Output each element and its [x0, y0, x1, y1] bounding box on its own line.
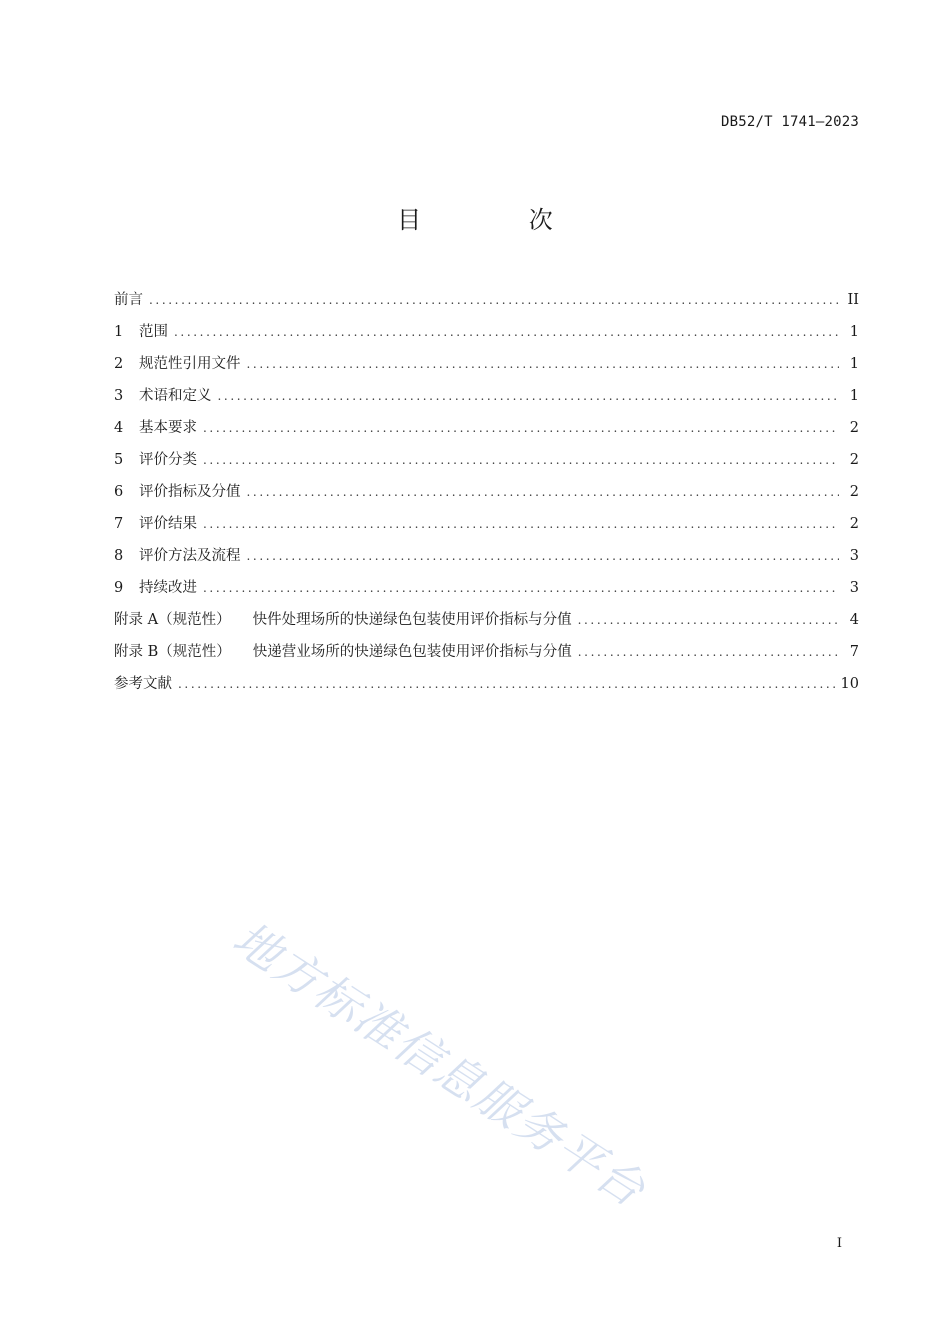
toc-leader-dots	[578, 604, 839, 636]
toc-appendix-prefix: 附录 A（规范性）	[114, 612, 231, 628]
toc-entry-8[interactable]	[114, 540, 859, 572]
toc-entry-page: 2	[849, 452, 859, 468]
toc-leader-dots	[203, 572, 839, 604]
toc-entry-label: 评价指标及分值	[139, 484, 241, 500]
toc-entry-page: 2	[849, 516, 859, 532]
toc-entry-1[interactable]	[114, 316, 859, 348]
toc-entry-label: 范围	[139, 324, 168, 340]
toc-entry-3[interactable]	[114, 380, 859, 412]
toc-entry-label: 快递营业场所的快递绿色包装使用评价指标与分值	[252, 644, 572, 660]
toc-leader-dots	[149, 284, 839, 316]
toc-leader-dots	[178, 668, 837, 700]
toc-entry-appendix-a[interactable]	[114, 604, 859, 636]
watermark: 地方标准信息服务平台	[223, 910, 656, 1218]
toc-leader-dots	[174, 316, 839, 348]
toc-entry-number: 9	[114, 580, 124, 596]
toc-entry-label: 前言	[114, 292, 143, 308]
toc-entry-label: 术语和定义	[139, 388, 212, 404]
toc-entry-label: 评价方法及流程	[139, 548, 241, 564]
toc-leader-dots	[203, 412, 839, 444]
toc-entry-page: 2	[849, 420, 859, 436]
toc-entry-page: 10	[840, 676, 859, 692]
toc-entry-label: 规范性引用文件	[139, 356, 241, 372]
toc-entry-page: 1	[849, 324, 859, 340]
toc-entry-number: 8	[114, 548, 124, 564]
toc-entry-label: 评价分类	[139, 452, 197, 468]
toc-entry-number: 6	[114, 484, 124, 500]
toc-entry-page: II	[847, 292, 859, 308]
toc-entry-number: 3	[114, 388, 124, 404]
toc-leader-dots	[247, 348, 840, 380]
toc-entry-appendix-b[interactable]	[114, 636, 859, 668]
toc-entry-references[interactable]	[114, 668, 859, 700]
toc-leader-dots	[247, 540, 840, 572]
toc-entry-9[interactable]	[114, 572, 859, 604]
toc-leader-dots	[203, 508, 839, 540]
toc-entry-2[interactable]	[114, 348, 859, 380]
toc-entry-7[interactable]	[114, 508, 859, 540]
toc-entry-label: 持续改进	[139, 580, 197, 596]
table-of-contents	[114, 284, 859, 700]
toc-entry-number: 2	[114, 356, 124, 372]
toc-entry-preface[interactable]	[114, 284, 859, 316]
toc-entry-6[interactable]	[114, 476, 859, 508]
toc-entry-number: 1	[114, 324, 124, 340]
toc-entry-page: 1	[849, 356, 859, 372]
toc-entry-5[interactable]	[114, 444, 859, 476]
toc-entry-page: 3	[849, 548, 859, 564]
toc-appendix-prefix: 附录 B（规范性）	[114, 644, 231, 660]
toc-entry-label: 评价结果	[139, 516, 197, 532]
toc-leader-dots	[203, 444, 839, 476]
toc-entry-page: 3	[849, 580, 859, 596]
toc-entry-page: 4	[849, 612, 859, 628]
toc-entry-number: 5	[114, 452, 124, 468]
page-number: I	[836, 1236, 842, 1251]
toc-leader-dots	[247, 476, 840, 508]
toc-entry-4[interactable]	[114, 412, 859, 444]
toc-entry-page: 7	[849, 644, 859, 660]
toc-entry-label: 基本要求	[139, 420, 197, 436]
document-code: DB52/T 1741—2023	[720, 114, 859, 130]
toc-entry-label: 快件处理场所的快递绿色包装使用评价指标与分值	[252, 612, 572, 628]
toc-entry-number: 7	[114, 516, 124, 532]
toc-entry-page: 2	[849, 484, 859, 500]
toc-entry-number: 4	[114, 420, 124, 436]
toc-leader-dots	[218, 380, 840, 412]
toc-leader-dots	[578, 636, 839, 668]
toc-entry-label: 参考文献	[114, 676, 172, 692]
toc-title: 目 次	[397, 206, 603, 234]
toc-entry-page: 1	[849, 388, 859, 404]
